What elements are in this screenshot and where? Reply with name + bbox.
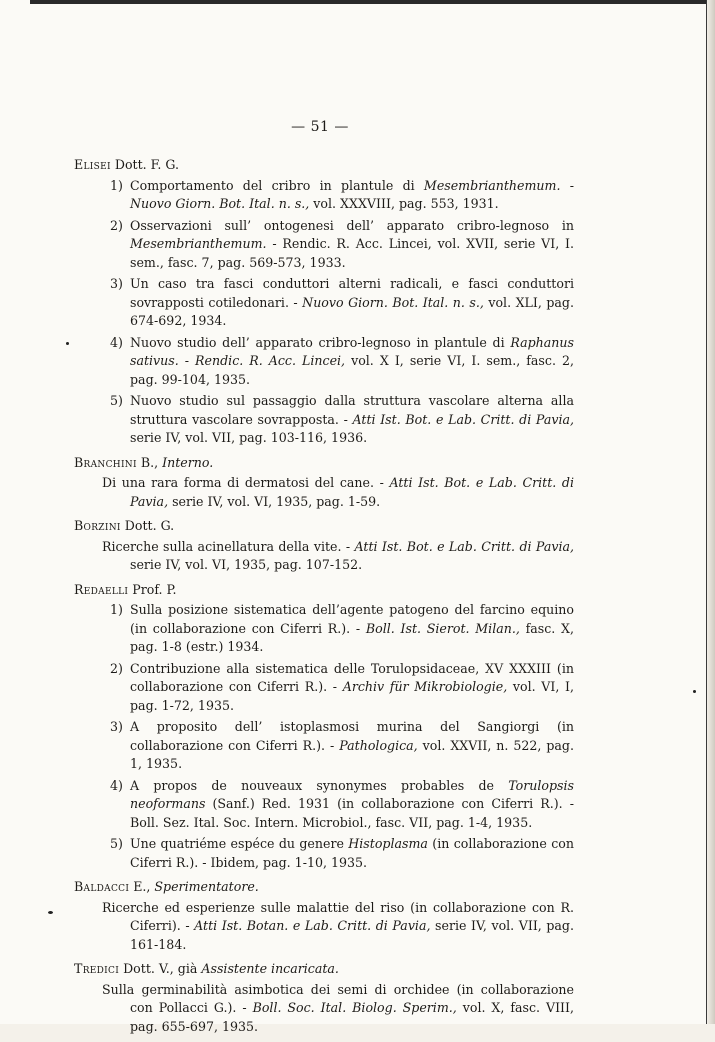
page-edge-shadow bbox=[707, 0, 715, 1024]
publication-details: vol. VI, I, pag. 1-72, 1935. bbox=[130, 679, 574, 713]
author-name: Redaelli bbox=[74, 581, 129, 597]
author-name: Tredici bbox=[74, 961, 120, 976]
author-heading bbox=[74, 581, 574, 600]
publication-item bbox=[74, 718, 574, 774]
publication-item bbox=[102, 474, 574, 511]
author-heading bbox=[74, 454, 574, 473]
publication-details: serie IV, vol. VII, pag. 103-116, 1936. bbox=[130, 430, 368, 445]
author-entry bbox=[74, 878, 574, 954]
publication-source: Atti Ist. Bot. e Lab. Critt. di Pavia, bbox=[354, 538, 574, 554]
author-name: Borzini bbox=[74, 518, 121, 533]
publication-item bbox=[74, 334, 574, 390]
ink-speck bbox=[48, 911, 53, 914]
publication-title: Nuovo studio sul passaggio dalla struttura vascolare alterna alla struttura vascolare sovrapposta. - bbox=[130, 393, 574, 427]
publication-title: A propos de nouveaux synonymes probables de bbox=[130, 777, 509, 793]
ink-speck bbox=[66, 342, 69, 345]
publication-details: vol. XXVII, n. 522, pag. 1, 1935. bbox=[130, 737, 574, 771]
publication-source: Boll. Ist. Sierot. Milan., bbox=[365, 620, 520, 636]
publication-source: Mesembrianthemum. - Nuovo Giorn. Bot. Ital. n. s., bbox=[130, 177, 574, 211]
author-heading bbox=[74, 156, 574, 175]
publication-source: Torulopsis neoformans bbox=[130, 777, 574, 811]
publication-number: 4) bbox=[110, 334, 123, 350]
author-title: Dott. F. G. bbox=[114, 157, 180, 172]
author-heading bbox=[74, 517, 574, 536]
author-entry bbox=[74, 960, 574, 1036]
page-number: — 51 — bbox=[291, 119, 349, 135]
publication-details: (in collaborazione con Ciferri R.). - Ibidem, pag. 1-10, 1935. bbox=[130, 836, 574, 870]
author-title: Prof. P. bbox=[132, 581, 177, 597]
publication-number: 3) bbox=[110, 719, 123, 734]
publication-title: Contribuzione alla sistematica delle Torulopsidaceae, XV XXXIII (in collaborazione con Ciferri R.). - bbox=[130, 660, 574, 694]
publication-details: fasc. X, pag. 1-8 (estr.) 1934. bbox=[130, 620, 574, 654]
publication-item bbox=[102, 899, 574, 955]
author-title: Dott. V., già bbox=[123, 961, 202, 976]
author-heading bbox=[74, 960, 574, 979]
author-entry bbox=[74, 581, 574, 873]
publication-details: vol. X, fasc. VIII, pag. 655-697, 1935. bbox=[130, 1000, 574, 1034]
author-title: B., bbox=[140, 454, 163, 470]
publication-number: 4) bbox=[110, 777, 123, 793]
publication-number: 5) bbox=[110, 836, 123, 851]
publication-title: Nuovo studio dell’ apparato cribro-legnoso in plantule di bbox=[130, 334, 511, 350]
publication-details: vol. XLI, pag. 674-692, 1934. bbox=[130, 294, 574, 328]
publication-title: Sulla germinabilità asimbotica dei semi di orchidee (in collaborazione con Pollacci G.). - bbox=[102, 981, 574, 1015]
publication-source: Nuovo Giorn. Bot. Ital. n. s., bbox=[302, 294, 484, 310]
publication-source: Histoplasma bbox=[348, 836, 428, 851]
publication-item bbox=[74, 177, 574, 214]
publication-item bbox=[74, 217, 574, 273]
publication-list bbox=[74, 156, 574, 1042]
author-entry bbox=[74, 156, 574, 448]
publication-details: vol. XXXVIII, pag. 553, 1931. bbox=[309, 196, 499, 211]
publication-number: 3) bbox=[110, 276, 123, 291]
publication-item bbox=[74, 392, 574, 448]
publication-source: Atti Ist. Botan. e Lab. Critt. di Pavia, bbox=[194, 918, 431, 933]
publication-number: 1) bbox=[110, 177, 123, 193]
publication-title: A proposito dell’ istoplasmosi murina del Sangiorgi (in collaborazione con Ciferri R.). - bbox=[130, 719, 574, 753]
publication-source: Mesembrianthemum. bbox=[130, 236, 267, 251]
author-entry bbox=[74, 454, 574, 512]
publication-number: 5) bbox=[110, 393, 123, 408]
publication-title: Di una rara forma di dermatosi del cane. - bbox=[102, 475, 390, 490]
publication-title: Osservazioni sull’ ontogenesi dell’ apparato cribro-legnoso in bbox=[130, 217, 574, 233]
top-border-line bbox=[30, 0, 715, 4]
publication-title: Une quatriéme espéce du genere bbox=[130, 836, 349, 851]
publication-title: Ricerche sulla acinellatura della vite. - bbox=[102, 538, 355, 554]
publication-item bbox=[74, 777, 574, 833]
publication-source: Atti Ist. Bot. e Lab. Critt. di Pavia, bbox=[130, 475, 575, 509]
publication-details: - Rendic. R. Acc. Lincei, vol. XVII, serie VI, I. sem., fasc. 7, pag. 569-573, 1933. bbox=[130, 236, 574, 270]
author-title: Dott. G. bbox=[124, 518, 175, 533]
publication-source: Archiv für Mikrobiologie, bbox=[342, 679, 508, 694]
publication-source: Boll. Soc. Ital. Biolog. Sperim., bbox=[252, 1000, 457, 1015]
publication-item bbox=[74, 660, 574, 716]
author-role: Interno. bbox=[162, 454, 214, 470]
publication-details: serie IV, vol. VII, pag. 161-184. bbox=[130, 918, 574, 952]
publication-number: 2) bbox=[110, 660, 123, 676]
publication-number: 1) bbox=[110, 602, 123, 617]
publication-details: serie IV, vol. VI, 1935, pag. 1-59. bbox=[168, 493, 381, 509]
publication-details: serie IV, vol. VI, 1935, pag. 107-152. bbox=[130, 557, 363, 572]
author-heading bbox=[74, 878, 574, 897]
publication-source: Atti Ist. Bot. e Lab. Critt. di Pavia, bbox=[352, 411, 574, 427]
publication-title: Un caso tra fasci conduttori alterni radicali, e fasci conduttori sovrapposti cotiledonari. - bbox=[130, 276, 574, 310]
publication-item bbox=[102, 538, 574, 575]
author-entry bbox=[74, 517, 574, 575]
author-name: Branchini bbox=[74, 454, 137, 470]
publication-item bbox=[74, 275, 574, 331]
author-name: Baldacci bbox=[74, 879, 130, 894]
publication-details: vol. X I, serie VI, I. sem., fasc. 2, pag. 99-104, 1935. bbox=[130, 353, 574, 387]
publication-item bbox=[102, 981, 574, 1037]
ink-speck bbox=[693, 690, 696, 693]
publication-title: Ricerche ed esperienze sulle malattie del riso (in collaborazione con R. Ciferri). - bbox=[102, 899, 574, 933]
author-role: Assistente incaricata. bbox=[201, 961, 339, 976]
publication-item bbox=[74, 601, 574, 657]
publication-source: Raphanus sativus. - Rendic. R. Acc. Lincei, bbox=[130, 334, 574, 368]
author-name: Elisei bbox=[74, 157, 111, 172]
publication-source: Pathologica, bbox=[339, 737, 418, 753]
publication-title: Sulla posizione sistematica dell’agente patogeno del farcino equino (in collaborazione con Ciferri R.). - bbox=[130, 602, 574, 636]
publication-title: Comportamento del cribro in plantule di bbox=[130, 177, 424, 193]
author-title: E., bbox=[133, 879, 155, 894]
publication-item bbox=[74, 835, 574, 872]
author-role: Sperimentatore. bbox=[154, 879, 259, 894]
publication-number: 2) bbox=[110, 217, 123, 233]
publication-details: (Sanf.) Red. 1931 (in collaborazione con Ciferri R.). - Boll. Sez. Ital. Soc. Intern. Microbiol., fasc. VII, pag. 1-4, 1935. bbox=[130, 796, 574, 830]
